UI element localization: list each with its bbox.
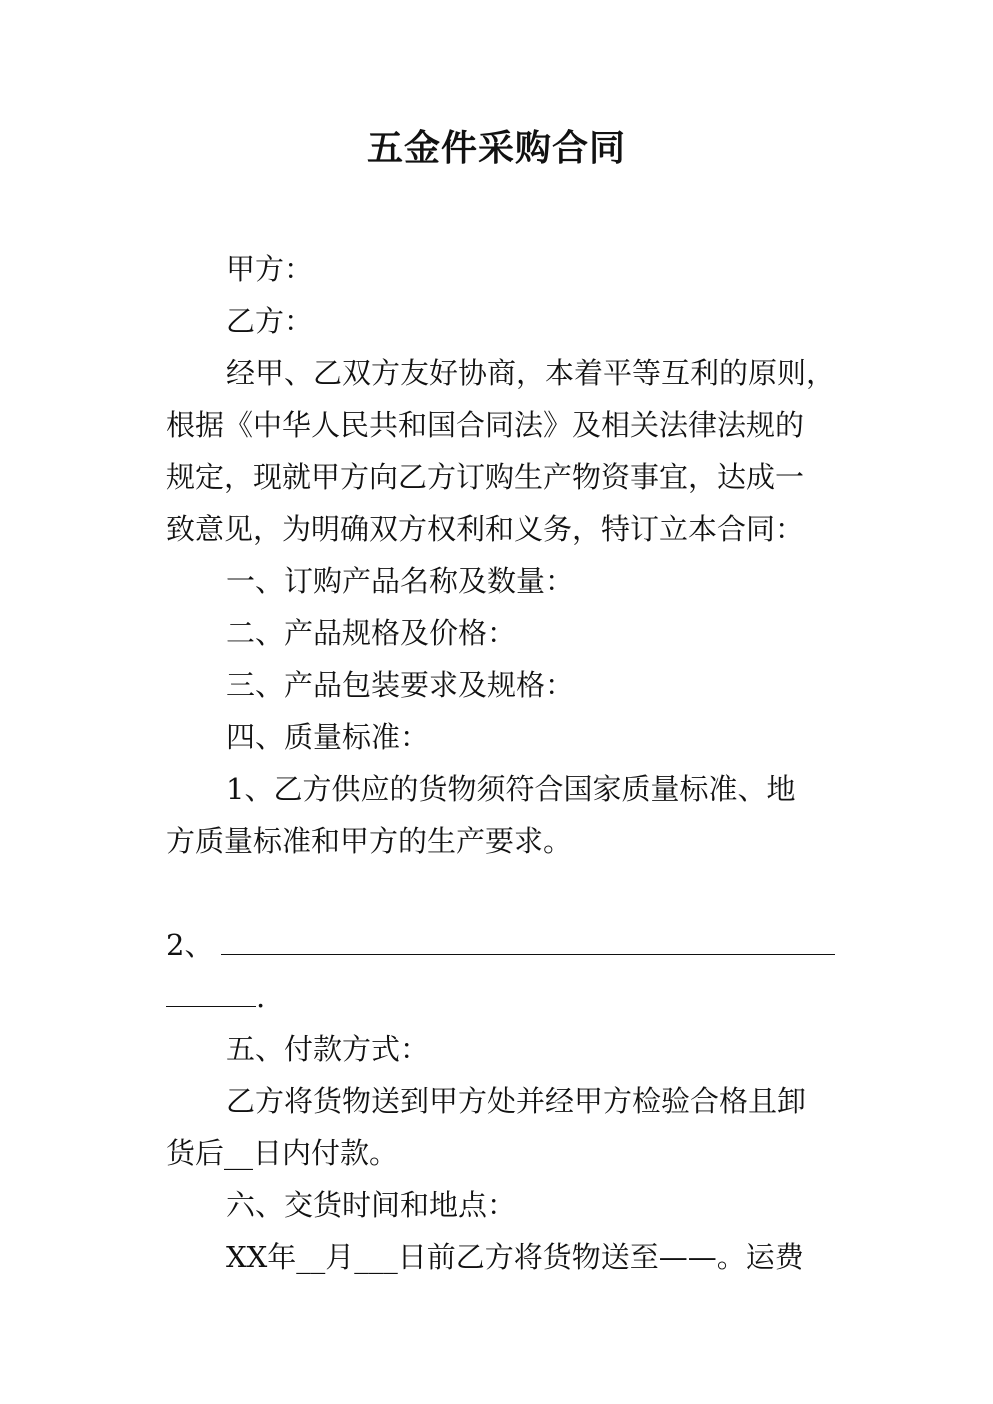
delivery-line-1: XX年__月___日前乙方将货物送至——。运费 xyxy=(226,1240,804,1274)
section-1-heading: 一、订购产品名称及数量： xyxy=(226,564,575,598)
section-3-heading: 三、产品包装要求及规格： xyxy=(226,668,575,702)
fill-in-blank-continuation xyxy=(166,1002,256,1007)
payment-line-1: 乙方将货物送到甲方处并经甲方检验合格且卸 xyxy=(226,1084,807,1118)
preamble-line-2: 根据《中华人民共和国合同法》及相关法律法规的 xyxy=(166,408,805,442)
preamble-line-3: 规定，现就甲方向乙方订购生产物资事宜，达成一 xyxy=(166,460,805,494)
clause-4-2-line-1 xyxy=(166,925,846,965)
section-2-heading: 二、产品规格及价格： xyxy=(226,616,517,650)
clause-4-2-period: . xyxy=(256,980,266,1014)
clause-4-2-number: 2、 xyxy=(166,928,214,962)
document-title: 五金件采购合同 xyxy=(366,128,626,169)
clause-4-2-line-2 xyxy=(166,977,846,1017)
party-a-label: 甲方： xyxy=(226,252,314,286)
party-b-label: 乙方： xyxy=(226,304,314,338)
section-5-heading: 五、付款方式： xyxy=(226,1032,430,1066)
fill-in-blank xyxy=(221,950,835,955)
section-4-heading: 四、质量标准： xyxy=(226,720,430,754)
preamble-line-1: 经甲、乙双方友好协商，本着平等互利的原则， xyxy=(226,356,836,390)
payment-line-2: 货后__日内付款。 xyxy=(166,1136,399,1170)
preamble-line-4: 致意见，为明确双方权利和义务，特订立本合同： xyxy=(166,512,805,546)
section-6-heading: 六、交货时间和地点： xyxy=(226,1188,517,1222)
clause-4-1-line-2: 方质量标准和甲方的生产要求。 xyxy=(166,824,573,858)
clause-4-1-line-1: 1、乙方供应的货物须符合国家质量标准、地 xyxy=(226,772,796,806)
